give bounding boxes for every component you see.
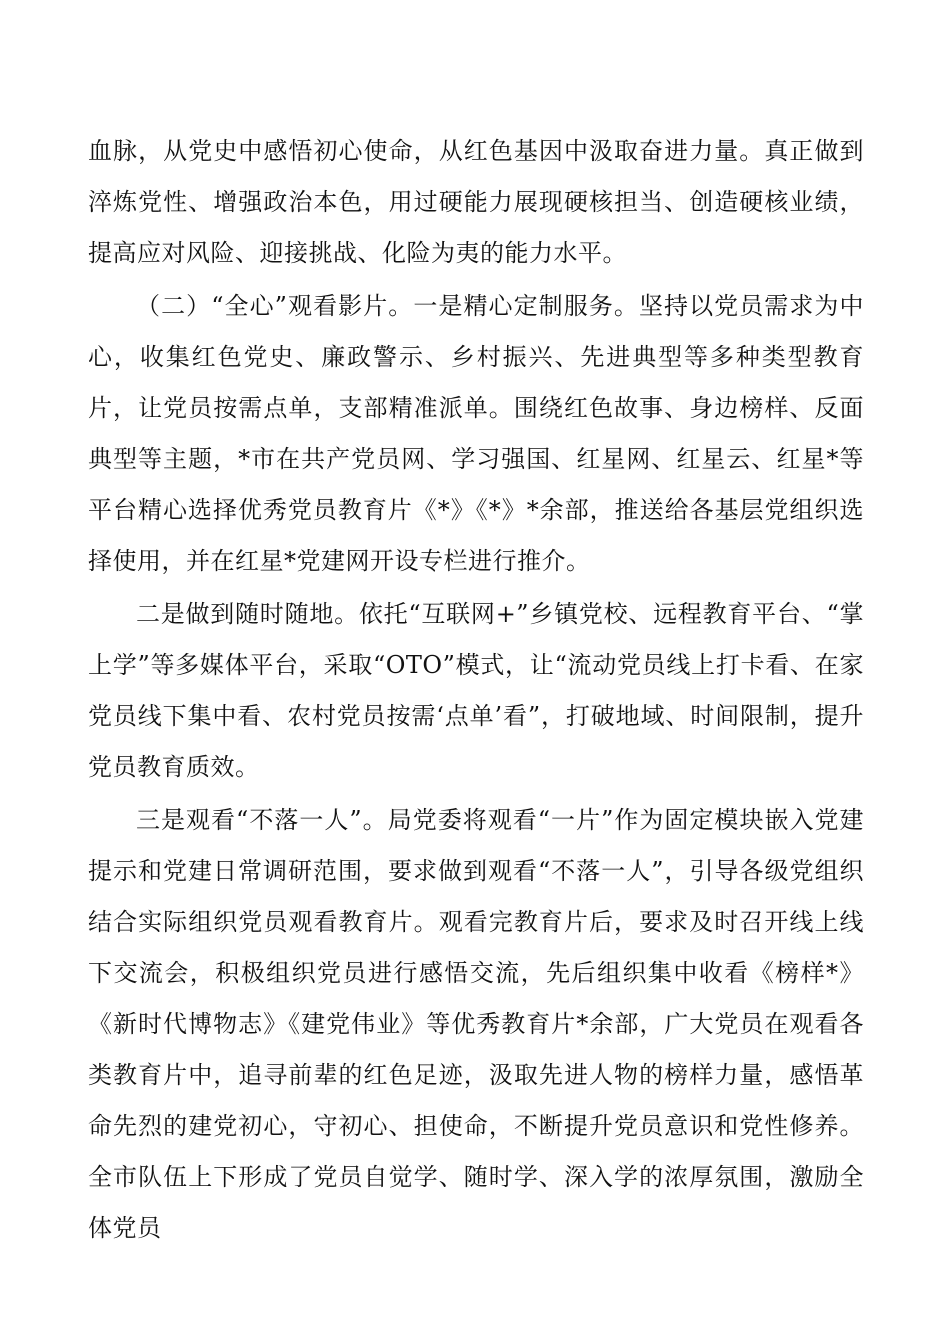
paragraph-no-one-left: 三是观看“不落一人”。局党委将观看“一片”作为固定模块嵌入党建提示和党建日常调研范围，要求做到观看“不落一人”，引导各级党组织结合实际组织党员观看教育片。观看完教育片后，要求及时召开线上线下交流会，积极组织党员进行感悟交流，先后组织集中收看《榜样*》《新时代博物志》《建党伟业》等优秀教育片*余部，广大党员在观看各类教育片中，追寻前辈的红色足迹，汲取先进人物的榜样力量，感悟革命先烈的建党初心，守初心、担使命，不断提升党员意识和党性修养。全市队伍上下形成了党员自觉学、随时学、深入学的浓厚氛围，激励全体党员 xyxy=(88,806,864,1242)
document-body xyxy=(88,126,864,1254)
paragraph-anytime-anywhere: 二是做到随时随地。依托“互联网+”乡镇党校、远程教育平台、“掌上学”等多媒体平台，采取“OTO”模式，让“流动党员线上打卡看、在家党员线下集中看、农村党员按需‘点单’看”，打破地域、时间限制，提升党员教育质效。 xyxy=(88,600,864,781)
paragraph-section-two: （二）“全心”观看影片。一是精心定制服务。坚持以党员需求为中心，收集红色党史、廉政警示、乡村振兴、先进典型等多种类型教育片，让党员按需点单，支部精准派单。围绕红色故事、身边榜样、反面典型等主题，*市在共产党员网、学习强国、红星网、红星云、红星*等平台精心选择优秀党员教育片《*》《*》*余部，推送给各基层党组织选择使用，并在红星*党建网开设专栏进行推介。 xyxy=(88,292,864,575)
paragraph-continued: 血脉，从党史中感悟初心使命，从红色基因中汲取奋进力量。真正做到淬炼党性、增强政治本色，用过硬能力展现硬核担当、创造硬核业绩，提高应对风险、迎接挑战、化险为夷的能力水平。 xyxy=(88,137,864,267)
